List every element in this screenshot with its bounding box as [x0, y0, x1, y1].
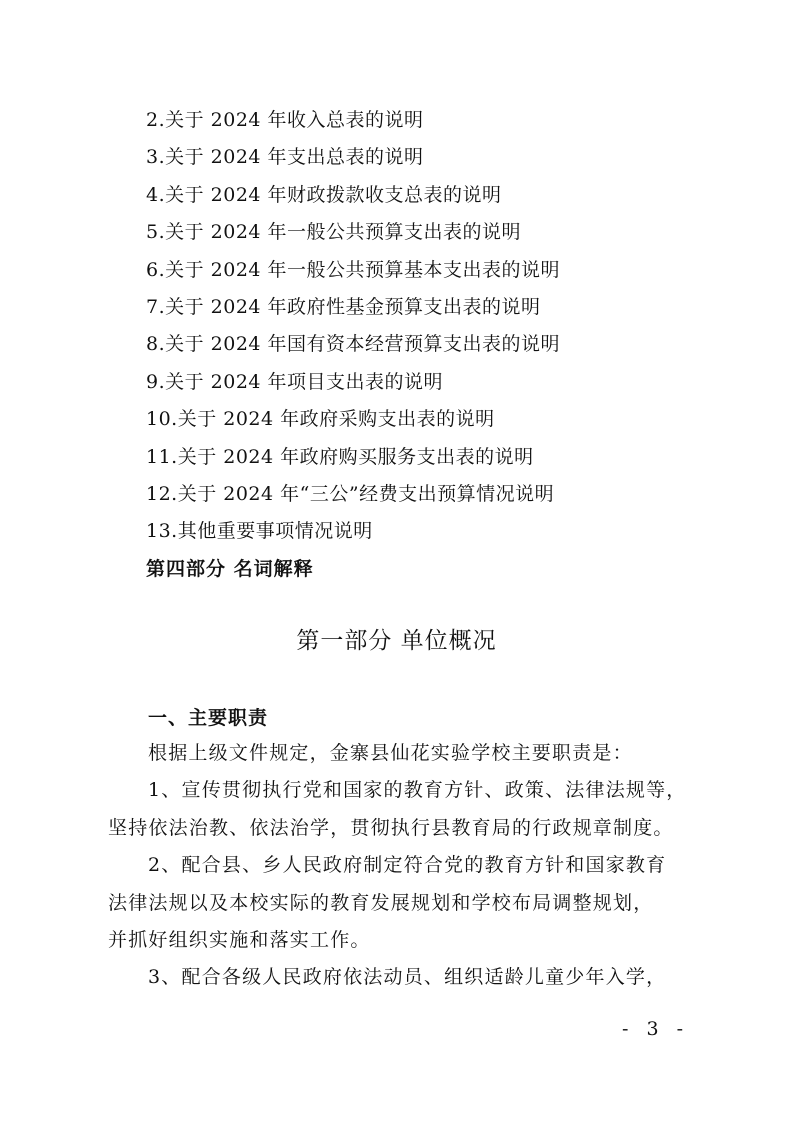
body-line: 坚持依法治教、依法治学，贯彻执行县教育局的行政规章制度。: [108, 816, 674, 839]
page-number: - 3 -: [621, 1018, 689, 1040]
body-line: 1、宣传贯彻执行党和国家的教育方针、政策、法律法规等，: [148, 779, 687, 802]
section-heading-main-duties: 一、主要职责: [148, 707, 269, 729]
toc-item-project-expenditure: 9.关于 2024 年项目支出表的说明: [146, 370, 444, 393]
toc-item-expenditure-summary: 3.关于 2024 年支出总表的说明: [146, 146, 424, 169]
part-one-title: 第一部分 单位概况: [296, 628, 497, 654]
body-line: 法律法规以及本校实际的教育发展规划和学校布局调整规划，: [108, 891, 654, 914]
toc-item-government-procurement: 10.关于 2024 年政府采购支出表的说明: [146, 408, 495, 431]
toc-item-general-public-basic: 6.关于 2024 年一般公共预算基本支出表的说明: [146, 258, 561, 281]
body-line: 3、配合各级人民政府依法动员、组织适龄儿童少年入学，: [148, 966, 667, 989]
toc-item-general-public-budget: 5.关于 2024 年一般公共预算支出表的说明: [146, 221, 522, 244]
body-line: 2、配合县、乡人民政府制定符合党的教育方针和国家教育: [148, 854, 667, 877]
body-line: 并抓好组织实施和落实工作。: [108, 928, 371, 951]
toc-item-other-matters: 13.其他重要事项情况说明: [146, 520, 373, 543]
toc-item-fiscal-allocation: 4.关于 2024 年财政拨款收支总表的说明: [146, 183, 502, 206]
toc-item-three-public-expenses: 12.关于 2024 年“三公”经费支出预算情况说明: [146, 482, 555, 505]
table-of-contents: [146, 102, 726, 588]
main-duties-body: [108, 735, 698, 997]
toc-item-income-summary: 2.关于 2024 年收入总表的说明: [146, 109, 424, 131]
toc-part-four-glossary: 第四部分 名词解释: [146, 557, 314, 580]
body-line: 根据上级文件规定，金寨县仙花实验学校主要职责是：: [148, 742, 633, 764]
toc-item-state-capital: 8.关于 2024 年国有资本经营预算支出表的说明: [146, 333, 561, 356]
toc-item-government-fund: 7.关于 2024 年政府性基金预算支出表的说明: [146, 295, 541, 318]
toc-item-government-purchase-services: 11.关于 2024 年政府购买服务支出表的说明: [146, 445, 534, 468]
